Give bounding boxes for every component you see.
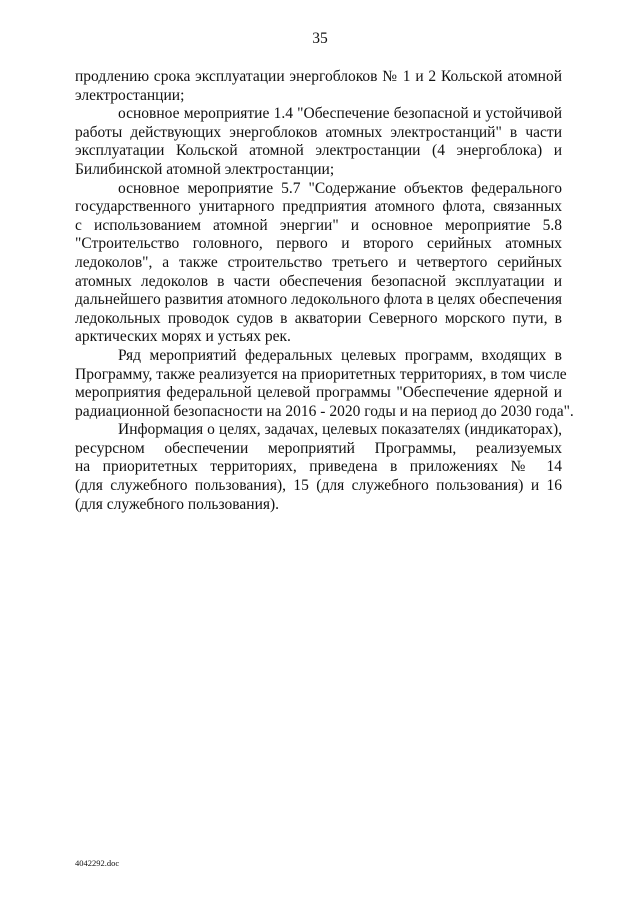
- text-line: атомных ледоколов в части обеспечения безопасной эксплуатации и: [75, 272, 562, 290]
- text-line: мероприятия федеральной целевой программы "Обеспечение ядерной и: [75, 384, 562, 402]
- text-line: (для служебного пользования), 15 (для служебного пользования) и 16: [75, 477, 562, 495]
- text-line: на приоритетных территориях, приведена в приложениях № 14: [75, 458, 562, 476]
- text-line: дальнейшего развития атомного ледокольного флота в целях обеспечения: [75, 291, 563, 309]
- body-text: [75, 68, 574, 514]
- text-line: "Строительство головного, первого и второго серийных атомных: [75, 235, 562, 253]
- text-line: эксплуатации Кольской атомной электростанции (4 энергоблока) и: [75, 142, 562, 160]
- text-line: арктических морях и устьях рек.: [75, 328, 291, 346]
- text-line: Билибинской атомной электростанции;: [75, 160, 335, 178]
- text-line: радиационной безопасности на 2016 - 2020 годы и на период до 2030 года".: [75, 402, 574, 420]
- text-line: электростанции;: [75, 86, 185, 104]
- text-line: продлению срока эксплуатации энергоблоков № 1 и 2 Кольской атомной: [75, 68, 562, 85]
- text-line: основное мероприятие 5.7 "Содержание объектов федерального: [118, 179, 562, 197]
- text-line: Ряд мероприятий федеральных целевых программ, входящих в: [118, 346, 562, 364]
- text-line: ледокольных проводок судов в акватории Северного морского пути, в: [75, 309, 562, 327]
- text-line: Информация о целях, задачах, целевых показателях (индикаторах),: [118, 421, 562, 439]
- text-line: ресурсном обеспечении мероприятий Программы, реализуемых: [75, 439, 562, 457]
- text-line: работы действующих энергоблоков атомных электростанций" в части: [75, 123, 562, 141]
- text-line: Программу, также реализуется на приоритетных территориях, в том числе: [75, 365, 567, 383]
- file-name-footer: 4042292.doc: [75, 858, 120, 868]
- text-line: ледоколов", а также строительство третьего и четвертого серийных: [75, 253, 562, 271]
- text-line: государственного унитарного предприятия атомного флота, связанных: [75, 198, 562, 216]
- page-number: 35: [312, 30, 328, 47]
- text-line: (для служебного пользования).: [75, 495, 280, 513]
- text-line: основное мероприятие 1.4 "Обеспечение безопасной и устойчивой: [118, 105, 562, 123]
- text-line: с использованием атомной энергии" и основное мероприятие 5.8: [75, 216, 562, 234]
